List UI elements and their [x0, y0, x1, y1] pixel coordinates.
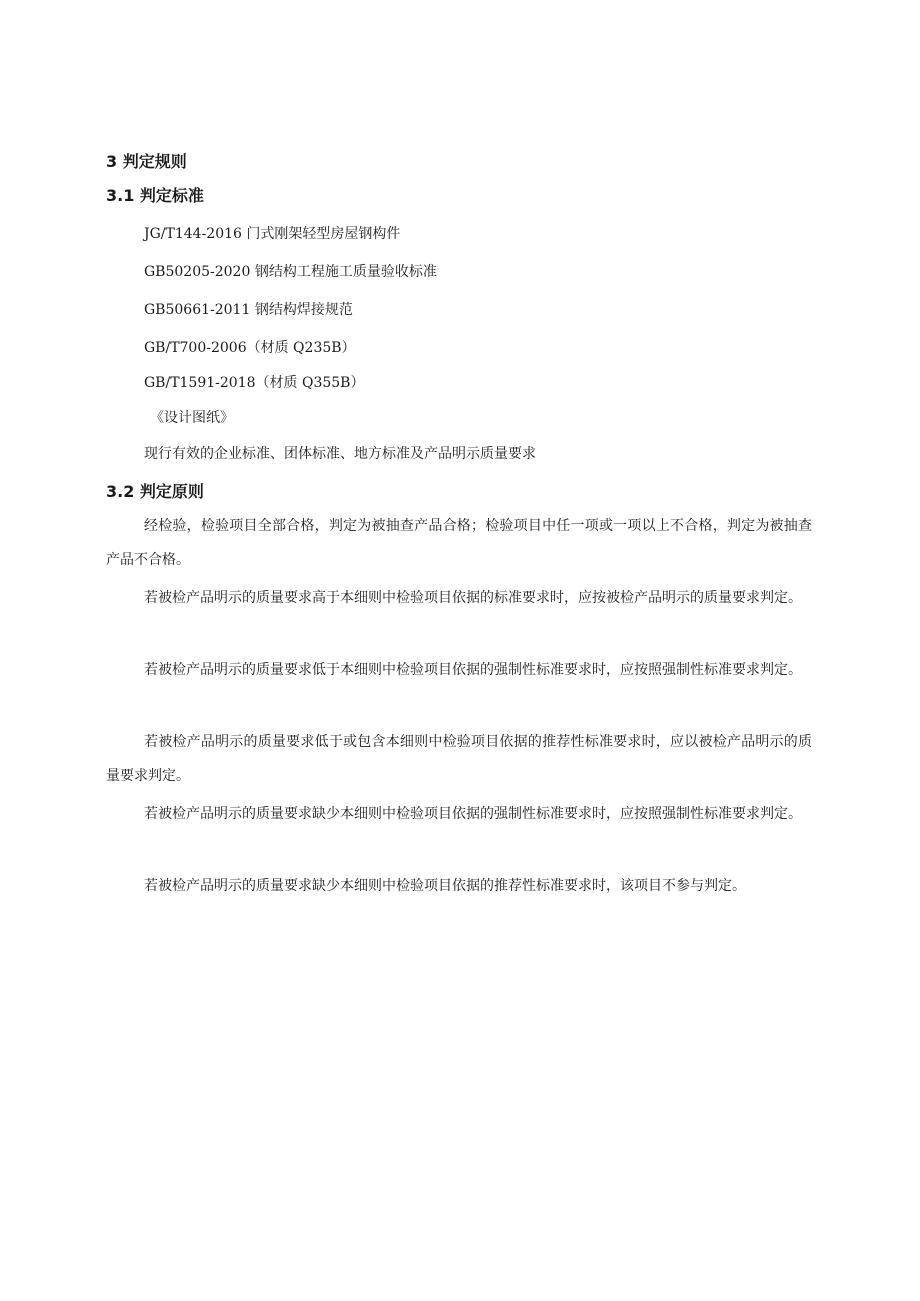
standard-item: JG/T144-2016 门式刚架轻型房屋钢构件 — [144, 226, 401, 242]
section-heading-judgement-rules: 3 判定规则 — [106, 152, 187, 171]
standard-item: 《设计图纸》 — [150, 410, 234, 426]
subsection-heading-principles: 3.2 判定原则 — [106, 482, 204, 501]
principle-paragraph: 若被检产品明示的质量要求缺少本细则中检验项目依据的推荐性标准要求时，该项目不参与判定。 — [144, 878, 746, 894]
standard-item: GB50661-2011 钢结构焊接规范 — [144, 302, 353, 318]
principle-paragraph: 若被检产品明示的质量要求低于本细则中检验项目依据的强制性标准要求时，应按照强制性标准要求判定。 — [144, 662, 802, 678]
principle-paragraph: 经检验，检验项目全部合格，判定为被抽查产品合格；检验项目中任一项或一项以上不合格，判定为被抽查产品不合格。 — [106, 518, 812, 568]
principle-paragraph: 若被检产品明示的质量要求高于本细则中检验项目依据的标准要求时，应按被检产品明示的质量要求判定。 — [144, 590, 802, 606]
principle-paragraph: 若被检产品明示的质量要求缺少本细则中检验项目依据的强制性标准要求时，应按照强制性标准要求判定。 — [144, 806, 802, 822]
standard-item: 现行有效的企业标准、团体标准、地方标准及产品明示质量要求 — [144, 446, 536, 462]
standard-item: GB50205-2020 钢结构工程施工质量验收标准 — [144, 264, 437, 280]
standard-item: GB/T1591-2018（材质 Q355B） — [144, 375, 365, 391]
subsection-heading-standards: 3.1 判定标准 — [106, 186, 204, 205]
standard-item: GB/T700-2006（材质 Q235B） — [144, 340, 356, 356]
principle-paragraph: 若被检产品明示的质量要求低于或包含本细则中检验项目依据的推荐性标准要求时，应以被检产品明示的质量要求判定。 — [106, 734, 812, 784]
